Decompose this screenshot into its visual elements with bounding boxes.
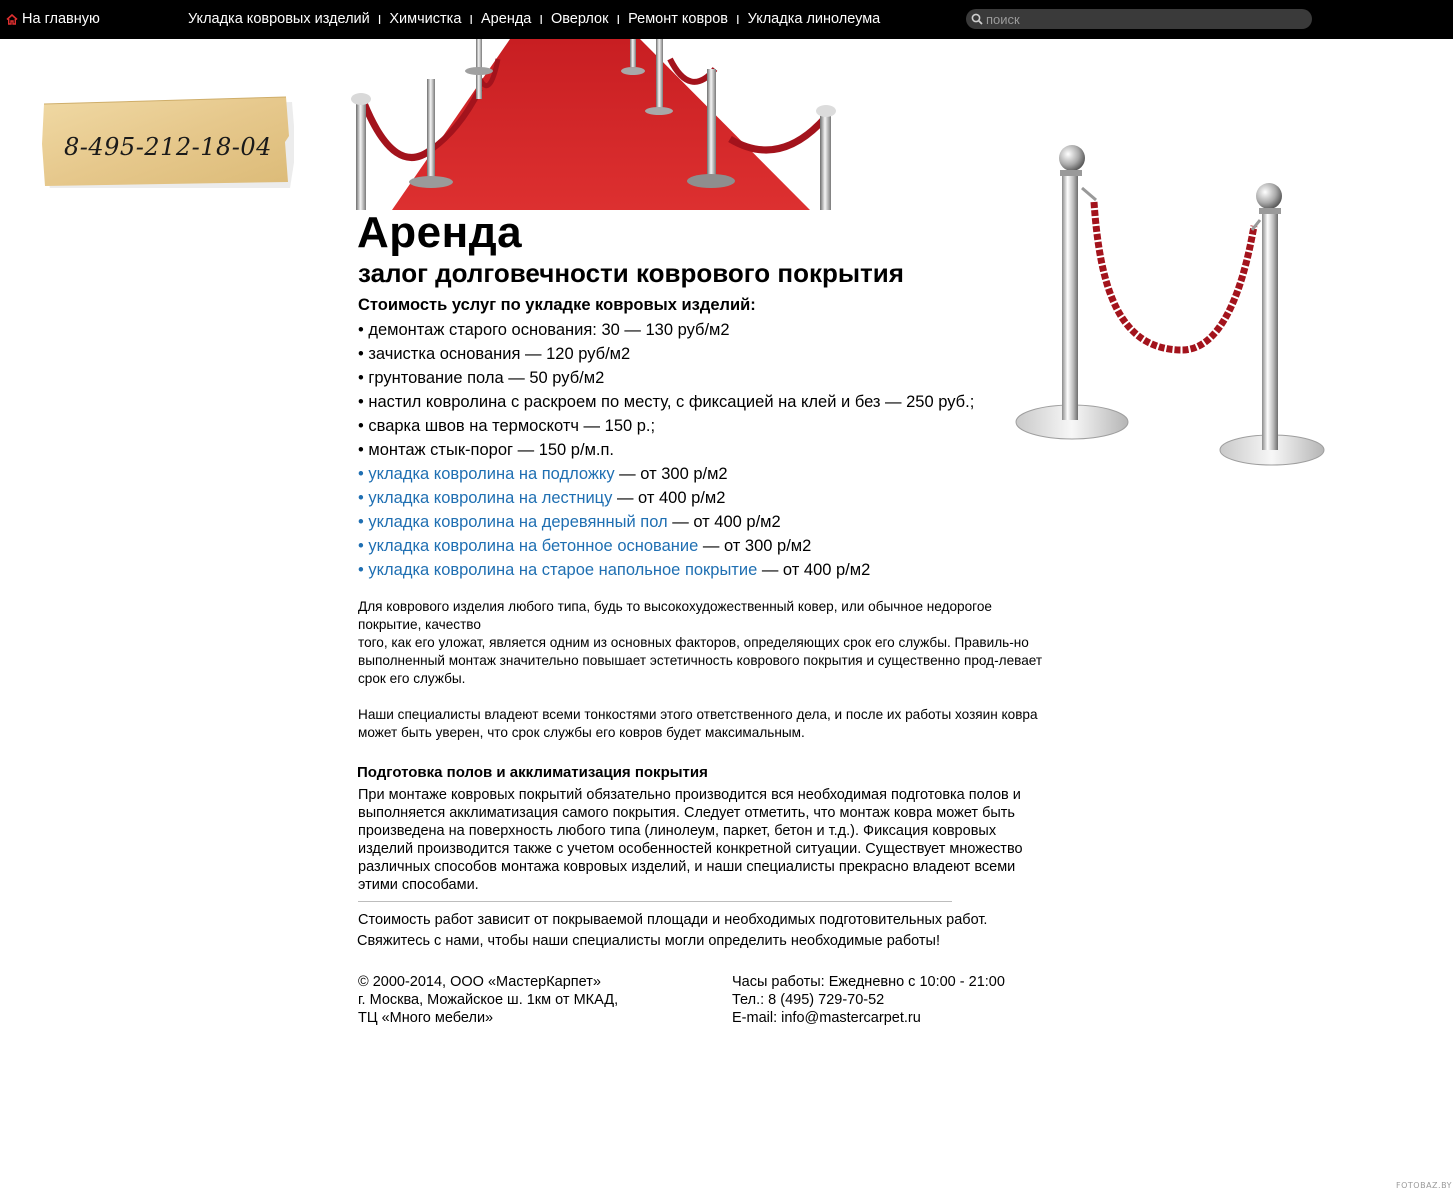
page-title: Аренда: [357, 208, 523, 257]
intro-paragraph-line2: того, как его уложат, является одним из основных факторов, определяющих срок его службы. Правиль-но выполненный монтаж значительно повышает эстетичность коврового покрытия и существенно прод-левает срок его службы.: [358, 635, 1043, 686]
section-heading-floor-preparation: Подготовка полов и акклиматизация покрытия: [357, 764, 708, 781]
price-link-item: [358, 534, 974, 558]
menu-separator: I: [469, 11, 474, 27]
menu-separator: I: [539, 11, 543, 27]
price-link-item: [358, 510, 974, 534]
menu-separator: I: [616, 11, 621, 27]
price-list: [358, 318, 974, 582]
menu-item-dry-cleaning[interactable]: Химчистка: [389, 11, 462, 27]
price-link-item: [358, 486, 974, 510]
price-value: — от 300 р/м2: [614, 465, 728, 483]
search-icon: [971, 13, 983, 25]
rope-barrier-stands-image: [1010, 140, 1330, 475]
footer-company-info: [358, 973, 618, 1027]
footer-address: г. Москва, Можайское ш. 1км от МКАД,: [358, 992, 619, 1008]
red-carpet-hero-image: [340, 39, 840, 210]
menu-item-rent[interactable]: Аренда: [481, 11, 532, 27]
intro-paragraph-line1: Для коврового изделия любого типа, будь то высокохудожественный ковер, или обычное недорогое покрытие, качество: [358, 599, 992, 632]
home-link-label: На главную: [22, 11, 100, 27]
page-subtitle: залог долговечности коврового покрытия: [358, 258, 904, 288]
divider: [358, 901, 952, 902]
search-box: [966, 9, 1312, 29]
specialists-paragraph: Наши специалисты владеют всеми тонкостями этого ответственного дела, и после их работы хозяин ковра может быть уверен, что срок службы его ковров будет максимальным.: [358, 707, 1038, 740]
footer-mall: ТЦ «Много мебели»: [358, 1010, 494, 1026]
price-item: • монтаж стык-порог — 150 р/м.п.: [358, 441, 615, 459]
footer-copyright: © 2000-2014, ООО «МастерКарпет»: [358, 974, 601, 990]
price-value: — от 400 р/м2: [757, 561, 871, 579]
price-link-wooden-floor[interactable]: • укладка ковролина на деревянный пол: [358, 513, 668, 531]
search-input[interactable]: [986, 12, 1286, 27]
footer-phone[interactable]: Тел.: 8 (495) 729-70-52: [732, 992, 885, 1008]
phone-number[interactable]: 8-495-212-18-04: [64, 133, 272, 161]
price-item: • настил ковролина с раскроем по месту, с фиксацией на клей и без — 250 руб.;: [358, 393, 975, 411]
menu-separator: I: [736, 11, 740, 27]
price-link-old-flooring[interactable]: • укладка ковролина на старое напольное покрытие: [358, 561, 758, 579]
watermark: FOTOBAZ.BY: [1396, 1181, 1453, 1190]
menu-item-carpet-laying[interactable]: Укладка ковровых изделий: [188, 11, 370, 27]
footer-contacts: [732, 973, 1005, 1027]
price-item: • грунтование пола — 50 руб/м2: [358, 369, 605, 387]
price-link-concrete-base[interactable]: • укладка ковролина на бетонное основание: [358, 537, 699, 555]
menu-separator: I: [377, 11, 382, 27]
menu-item-carpet-repair[interactable]: Ремонт ковров: [628, 11, 729, 27]
top-navigation-bar: [0, 0, 1453, 39]
price-link-underlay[interactable]: • укладка ковролина на подложку: [358, 465, 615, 483]
contact-call-to-action: Свяжитесь с нами, чтобы наши специалисты могли определить необходимые работы!: [357, 933, 940, 949]
price-link-item: [358, 558, 974, 582]
price-link-item: [358, 462, 974, 486]
home-icon: [6, 14, 18, 25]
price-value: — от 300 р/м2: [698, 537, 812, 555]
price-list-heading: Стоимость услуг по укладке ковровых изделий:: [358, 296, 756, 314]
cost-note: Стоимость работ зависит от покрываемой площади и необходимых подготовительных работ.: [358, 912, 988, 928]
home-link[interactable]: [6, 11, 100, 27]
price-item: • зачистка основания — 120 руб/м2: [358, 345, 631, 363]
price-item: • демонтаж старого основания: 30 — 130 руб/м2: [358, 321, 730, 339]
price-link-stairs[interactable]: • укладка ковролина на лестницу: [358, 489, 613, 507]
price-item: • сварка швов на термоскотч — 150 р.;: [358, 417, 656, 435]
price-value: — от 400 р/м2: [612, 489, 726, 507]
floor-preparation-paragraph: При монтаже ковровых покрытий обязательно производится вся необходимая подготовка полов и выполняется акклиматизация самого покрытия. Следует отметить, что монтаж ковра может быть произведена на поверхность любого типа (линолеум, паркет, бетон и т.д.). Фиксация ковровых изделий производится также с учетом особенностей конкретной ситуации. Существует множество различных способов монтажа ковровых изделий, и наши специалисты прекрасно владеют всеми этими способами.: [358, 787, 1023, 893]
footer-working-hours: Часы работы: Ежедневно с 10:00 - 21:00: [732, 974, 1005, 990]
menu-item-linoleum-laying[interactable]: Укладка линолеума: [747, 11, 881, 27]
footer-email[interactable]: E-mail: info@mastercarpet.ru: [732, 1010, 921, 1026]
price-value: — от 400 р/м2: [667, 513, 781, 531]
main-menu: [188, 11, 880, 27]
menu-item-overlock[interactable]: Оверлок: [550, 11, 609, 27]
